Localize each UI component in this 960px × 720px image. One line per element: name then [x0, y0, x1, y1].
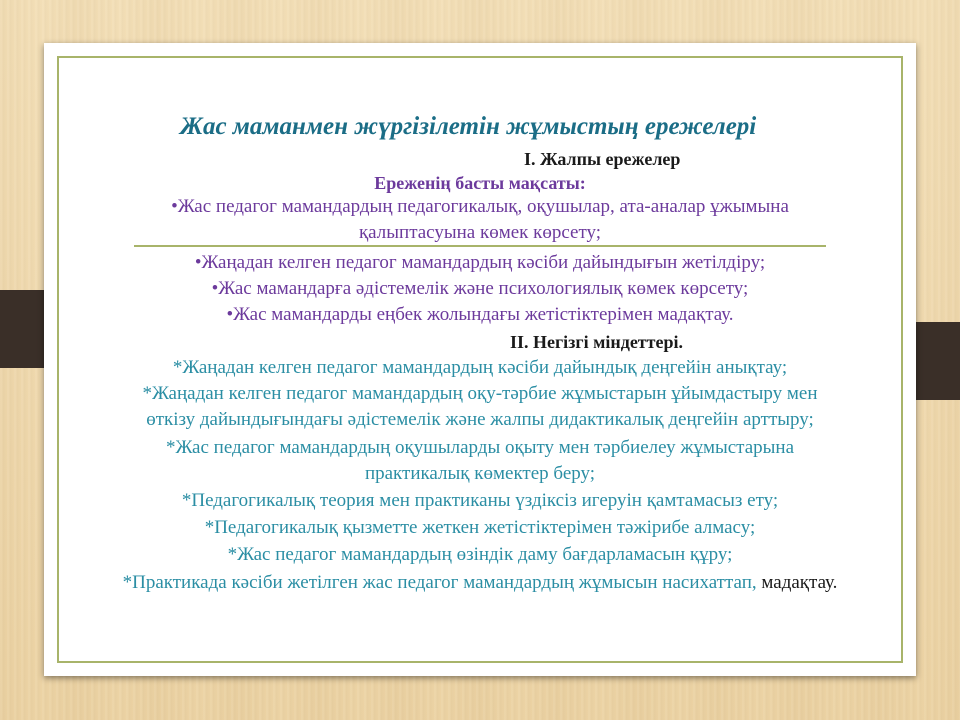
- divider-line: [134, 245, 826, 247]
- task-line: *Педагогикалық теория мен практиканы үздіксіз игеруін қамтамасыз ету;: [181, 490, 779, 511]
- purpose-heading: Ереженің басты мақсаты:: [374, 173, 586, 193]
- goal-line: •Жас мамандарға әдістемелік және психологиялық көмек көрсету;: [211, 278, 749, 299]
- task-last-text: *Практикада кәсіби жетілген жас педагог мамандардың жұмысын насихаттап,: [122, 572, 762, 593]
- task-line: *Педагогикалық қызметте жеткен жетістіктерімен тәжірибе алмасу;: [204, 517, 756, 538]
- task-line: *Жас педагог мамандардың оқушыларды оқыту мен тәрбиелеу жұмыстарына: [165, 437, 795, 458]
- task-line: практикалық көмектер беру;: [364, 463, 596, 484]
- task-line-last: [44, 571, 916, 595]
- goal-line: •Жаңадан келген педагог мамандардың кәсіби дайындығын жетілдіру;: [194, 252, 766, 273]
- section2-heading: II. Негізгі міндеттері.: [510, 332, 683, 352]
- goal-line: •Жас мамандарды еңбек жолындағы жетістіктерімен мадақтау.: [226, 304, 734, 325]
- slide-paper: [44, 43, 916, 676]
- task-line: *Жас педагог мамандардың өзіндік даму бағдарламасын құру;: [227, 544, 733, 565]
- task-line: *Жаңадан келген педагог мамандардың оқу-тәрбие жұмыстарын ұйымдастыру мен: [142, 383, 818, 404]
- task-line: *Жаңадан келген педагог мамандардың кәсіби дайындық деңгейін анықтау;: [172, 357, 788, 378]
- goal-line: қалыптасуына көмек көрсету;: [358, 222, 602, 243]
- section1-heading: I. Жалпы ережелер: [524, 149, 681, 169]
- task-line: өткізу дайындығындағы әдістемелік және жалпы дидактикалық деңгейін арттыру;: [146, 409, 814, 430]
- goal-line: •Жас педагог мамандардың педагогикалық, оқушылар, ата-аналар ұжымына: [171, 196, 789, 217]
- task-last-word: мадақтау.: [761, 572, 838, 593]
- slide-title: Жас маманмен жүргізілетін жұмыстың ережелері: [180, 113, 757, 140]
